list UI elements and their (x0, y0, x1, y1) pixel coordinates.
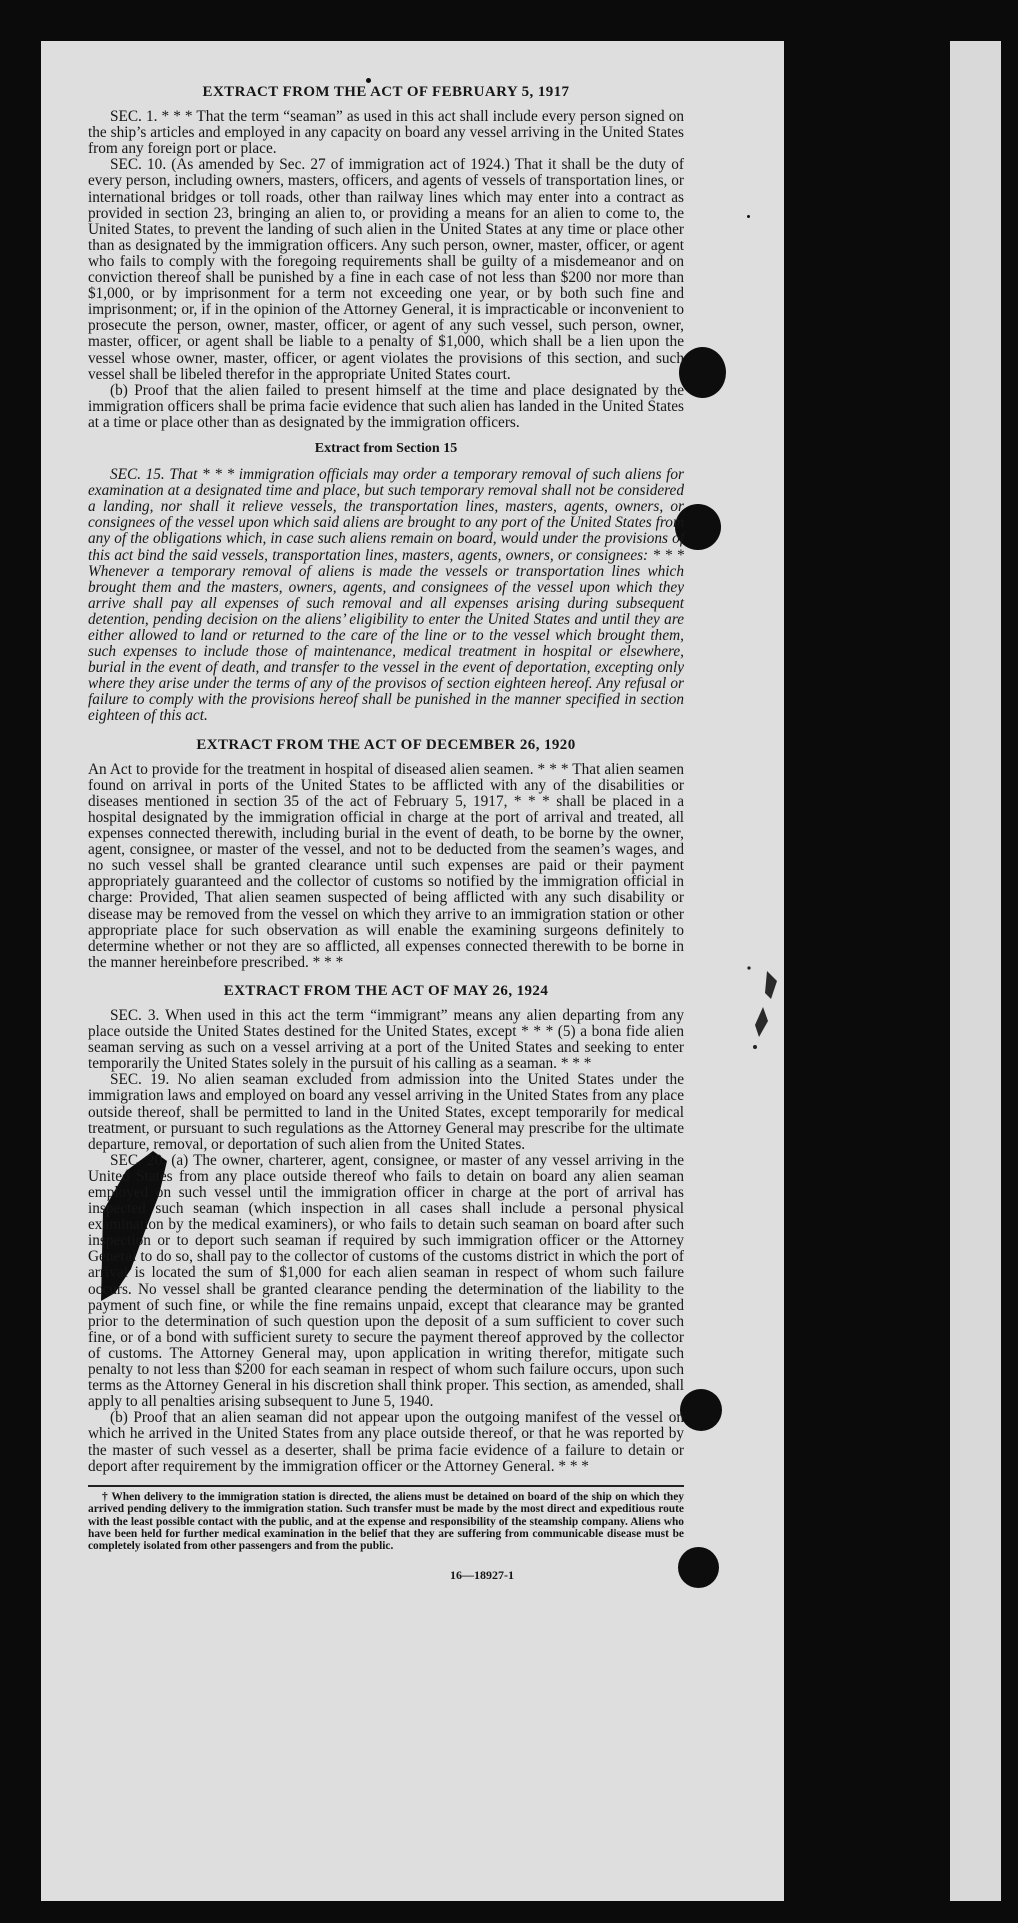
section-20-b: (b) Proof that an alien seaman did not appear upon the outgoing manifest of the vessel on which he arrived in the United States from any place outside thereof, or that he was reported by the master of such vessel as a deserter, shall be prima facie evidence of a failure to detain or deport after requirement by the immigration officer or the Attorney General. * * * (88, 1409, 684, 1475)
punch-hole (678, 1547, 719, 1588)
section-10: SEC. 10. (As amended by Sec. 27 of immigration act of 1924.) That it shall be the duty of every person, including owners, masters, officers, and agents of vessels of transportation lines, or international bridges or toll roads, other than railway lines which may enter into a contract as provided in section 23, bringing an alien to, or providing a means for an alien to come to, the United States, to prevent the landing of such alien in the United States at any time or place other than as designated by the immigration officers. Any such person, owner, master, officer, or agent who fails to comply with the foregoing requirements shall be guilty of a misdemeanor and on conviction thereof shall be punished by a fine in each case of not less than $200 nor more than $1,000, or by imprisonment for a term not exceeding one year, or by both such fine and imprisonment; or, if in the opinion of the Attorney General, it is impracticable or inconvenient to prosecute the person, owner, master, officer, or agent of any such vessel, such person, owner, master, officer, or agent shall be liable to a penalty of $1,000, which shall be a lien upon the vessel whose owner, master, officer, or agent violates the provisions of this section, and such vessel shall be libeled therefor in the appropriate United States court. (88, 156, 684, 383)
ink-dot (747, 215, 750, 218)
section-20-a: SEC. 20. (a) The owner, charterer, agent, consignee, or master of any vessel arriving in the United States from any place outside thereof who fails to detain on board any alien seaman employed on such vessel until the immigration officer in charge at the port of arrival has inspected such seaman (which inspection in all cases shall include a personal physical examination by the medical examiners), or who fails to detain such seaman on board after such inspection or to deport such seaman if required by such immigration officer or the Attorney General to do so, shall pay to the collector of customs of the customs district in which the port of arrival is located the sum of $1,000 for each alien seaman in respect of whom such failure occurs. No vessel shall be granted clearance pending the determination of the liability to the payment of such fine, or while the fine remains unpaid, except that clearance may be granted prior to the determination of such question upon the deposit of a sum sufficient to cover such fine, or of a bond with sufficient surety to secure the payment thereof approved by the collector of customs. The Attorney General may, upon application in writing therefor, mitigate such penalty to not less than $200 for each seaman in respect of whom such failure occurs, upon such terms as the Attorney General in his discretion shall think proper. This section, as amended, shall apply to all penalties arising subsequent to June 5, 1940. (88, 1151, 684, 1411)
section-10-b: (b) Proof that the alien failed to present himself at the time and place designated by the immigration officers shall be prima facie evidence that such alien has landed in the United States at a time or place other than as designated by the immigration officers. (88, 381, 684, 431)
section-15: SEC. 15. That * * * immigration officials may order a temporary removal of such aliens for examination at a designated time and place, but such temporary removal shall not be considered a landing, nor shall it relieve vessels, the transportation lines, masters, agents, owners, or consignees of the vessel upon which said aliens are brought to any port of the United States from any of the obligations which, in case such aliens remain on board, would under the provisions of this act bind the said vessels, transportation lines, masters, agents, owners, or consignees: * * * Whenever a temporary removal of aliens is made the vessels or transportation lines which brought them and the masters, owners, agents, and consignees of the vessel upon which they arrive shall pay all expenses of such removal and all expenses arising during subsequent detention, pending decision on the aliens’ eligibility to enter the United States and until they are either allowed to land or returned to the care of the line or to the vessel which brought them, such expenses to include those of maintenance, medical treatment in hospital or elsewhere, burial in the event of death, and transfer to the vessel in the event of deportation, excepting only where they arise under the terms of any of the provisos of section eighteen hereof. Any refusal or failure to comply with the provisions hereof shall be punished in the manner specified in section eighteen of this act. (88, 466, 684, 725)
section-1: SEC. 1. * * * That the term “seaman” as used in this act shall include every person signed on the ship’s articles and employed in any capacity on board any vessel arriving in the United States from any foreign port or place. (88, 108, 684, 158)
document-text (88, 84, 684, 1583)
punch-hole (679, 347, 726, 398)
heading-act-1920: EXTRACT FROM THE ACT OF DECEMBER 26, 1920 (196, 736, 576, 753)
heading-act-1924: EXTRACT FROM THE ACT OF MAY 26, 1924 (223, 982, 549, 999)
heading-section-15: Extract from Section 15 (314, 440, 458, 456)
section-19: SEC. 19. No alien seaman excluded from admission into the United States under the immigration laws and employed on board any vessel arriving in the United States from any place outside thereof, shall be permitted to land in the United States, except temporarily for medical treatment, or pursuant to such regulations as the Attorney General may prescribe for the ultimate departure, removal, or deportation of such alien from the United States. (88, 1071, 684, 1153)
margin-marks (737, 963, 782, 1063)
footnote-rule (88, 1485, 684, 1487)
punch-hole (680, 1389, 722, 1431)
adjacent-page-edge (950, 41, 1001, 1901)
act-1920-text: An Act to provide for the treatment in hospital of diseased alien seamen. * * * That alien seamen found on arrival in ports of the United States to be afflicted with any of the disabilities or diseases mentioned in section 35 of the act of February 5, 1917, * * * shall be placed in a hospital designated by the immigration official in charge at the port of arrival and treated, all expenses connected therewith, including burial in the event of death, to be borne by the owner, agent, consignee, or master of the vessel, and not to be deducted from the seamen’s wages, and no such vessel shall be granted clearance until such expenses are paid or their payment appropriately guaranteed and the collector of customs so notified by the immigration official in charge: Provided, That alien seamen suspected of being afflicted with any such disability or disease may be removed from the vessel on which they arrive to an immigration station or other appropriate place for such observation as will enable the examining surgeons definitely to determine whether or not they are so afflicted, all expenses connected therewith to be borne in the manner hereinbefore prescribed. * * * (88, 760, 684, 971)
heading-act-1917: EXTRACT FROM THE ACT OF FEBRUARY 5, 1917 (202, 84, 570, 100)
footnote: † When delivery to the immigration station is directed, the aliens must be detained on board of the ship on which they arrived pending delivery to the immigration station. Such transfer must be made by the most direct and expeditious route with the least possible contact with the public, and at the expense and responsibility of the steamship company. Aliens who have been held for further medical examination in the belief that they are suffering from communicable disease must be completely isolated from other passengers and from the public. (88, 1490, 684, 1553)
form-number: 16—18927-1 (450, 1567, 514, 1582)
ink-dot (366, 78, 371, 83)
section-3: SEC. 3. When used in this act the term “immigrant” means any alien departing from any place outside the United States destined for the United States, except * * * (5) a bona fide alien seaman serving as such on a vessel arriving at a port of the United States and seeking to enter temporarily the United States solely in the pursuit of his calling as a seaman. * * * (88, 1006, 684, 1073)
